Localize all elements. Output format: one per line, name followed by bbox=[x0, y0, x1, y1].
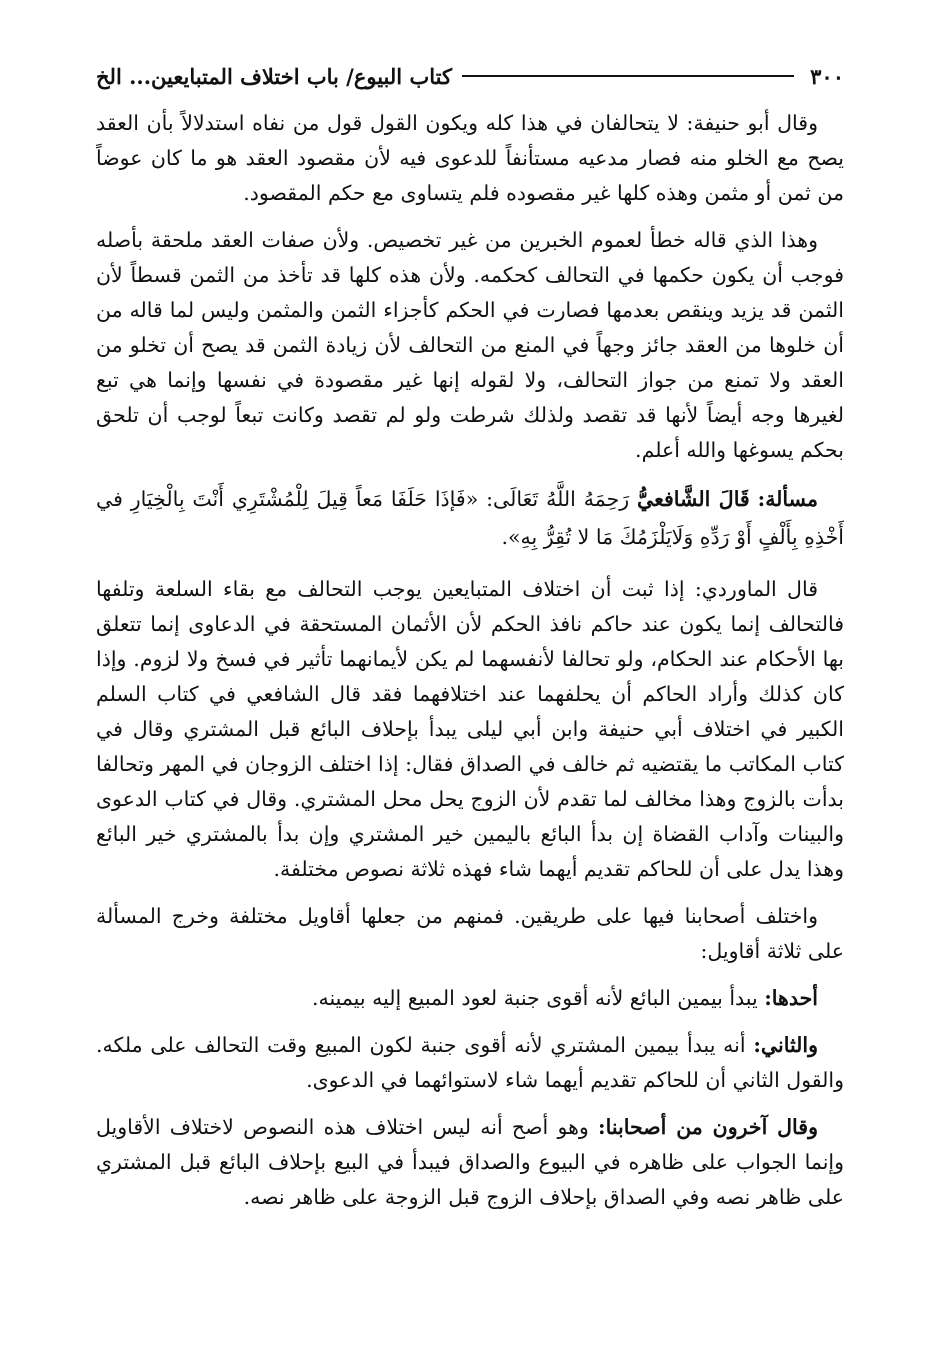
running-title: كتاب البيوع/ باب اختلاف المتبايعين... الخ bbox=[96, 63, 452, 89]
running-header bbox=[96, 58, 844, 94]
masala-honorific: رَحِمَهُ اللَّهُ تَعَالَى: bbox=[486, 487, 630, 511]
paragraph-companions: واختلف أصحابنا فيها على طريقين. فمنهم من جعلها أقاويل مختلفة وخرج المسألة على ثلاثة أقاويل: bbox=[96, 904, 844, 963]
paragraph-mawardi: قال الماوردي: إذا ثبت أن اختلاف المتبايعين يوجب التحالف مع بقاء السلعة وتلفها فالتحالف إنما يكون عند حاكم نافذ الحكم لأن الأثمان المستحقة في الدعاوى إنما تتعلق بها الأحكام عند الحكام، ولو تحالفا لأنفسهما لم يكن لأيمانهما تأثير في فسخ ولا لزوم. وإذا كان كذلك وأراد الحاكم أن يحلفهما عند اختلافهما فقد قال الشافعي في كتاب السلم الكبير في اختلاف أبي حنيفة وابن أبي ليلى يبدأ بإحلاف البائع قبل المشتري وقال في كتاب المكاتب ما يقتضيه ثم خالف في الصداق فقال: إذا اختلف الزوجان في المهر وتحالفا بدأت بالزوج وهذا مخالف لما تقدم لأن الزوج يحل محل المشتري. وقال في كتاب الدعوى والبينات وآداب القضاة إن بدأ البائع باليمين خير المشتري وإن بدأ بالمشتري خير البائع وهذا يدل على أن للحاكم تقديم أيهما شاء فهذه ثلاثة نصوص مختلفة. bbox=[96, 577, 844, 881]
opinion-others bbox=[96, 1110, 844, 1215]
masala-speaker: قَالَ الشَّافعيُّ bbox=[637, 487, 750, 511]
opinion-first-text: يبدأ بيمين البائع لأنه أقوى جنبة لعود المبيع إليه بيمينه. bbox=[311, 986, 758, 1010]
paragraph-refutation: وهذا الذي قاله خطأ لعموم الخبرين من غير تخصيص. ولأن صفات العقد ملحقة بأصله فوجب أن يكون حكمها في التحالف كحكمه. ولأن هذه كلها قد تأخذ من الثمن قسطاً لأن الثمن قد يزيد وينقص بعدمها فصارت في الحكم كأجزاء الثمن والمثمن وليس لما قاله من أن خلوها من العقد جائز وجهاً في المنع من التحالف لأن زيادة الثمن قد يصح أن تخلو من العقد ولا تمنع من جواز التحالف، ولا لقوله إنها غير مقصودة في نفسها وإنما هي تبع لغيرها وجه أيضاً لأنها قد تقصد ولذلك شرطت ولو لم تقصد وكانت تبعاً لوجب أن تلحق بحكم يسوغها والله أعلم. bbox=[96, 228, 844, 462]
opinion-others-label: وقال آخرون من أصحابنا: bbox=[598, 1115, 818, 1139]
masala-block bbox=[96, 480, 844, 556]
opinion-first bbox=[96, 981, 844, 1016]
opinion-second bbox=[96, 1028, 844, 1098]
opinion-first-label: أحدها: bbox=[764, 986, 818, 1010]
opinion-second-text: أنه يبدأ بيمين المشتري لأنه أقوى جنبة لكون المبيع وقت التحالف على ملكه. والقول الثاني أن للحاكم تقديم أيهما شاء لاستوائهما في الدعوى. bbox=[96, 1033, 844, 1092]
header-rule bbox=[462, 75, 794, 77]
masala-label: مسألة: bbox=[757, 487, 818, 511]
opinion-others-text: وهو أصح أنه ليس اختلاف هذه النصوص لاختلاف الأقاويل وإنما الجواب على ظاهره في البيوع والصداق فيبدأ في البيع بإحلاف البائع قبل المشتري على ظاهر نصه وفي الصداق بإحلاف الزوج قبل الزوجة على ظاهر نصه. bbox=[96, 1115, 844, 1209]
page-number: ٣٠٠ bbox=[810, 63, 844, 89]
masala-quote: «فَإذَا حَلَفَا مَعاً قِيلَ لِلْمُشْتَرِي أَنْتَ بِالْخِيَارِ في أَخْذِهِ بِأَلْفٍ أَوْ رَدِّهِ وَلَايَلْزَمُكَ مَا لا تُقِرُّ بِهِ». bbox=[96, 487, 844, 549]
opinion-second-label: والثاني: bbox=[753, 1033, 818, 1057]
paragraph-abu-hanifa: وقال أبو حنيفة: لا يتحالفان في هذا كله ويكون القول قول من نفاه استدلالاً بأن العقد يصح مع الخلو منه فصار مدعيه مستأنفاً للدعوى فيه لأن مقصود العقد هو ما كان عوضاً من ثمن أو مثمن وهذه كلها غير مقصوده فلم يتساوى مع حكم المقصود. bbox=[96, 111, 844, 205]
